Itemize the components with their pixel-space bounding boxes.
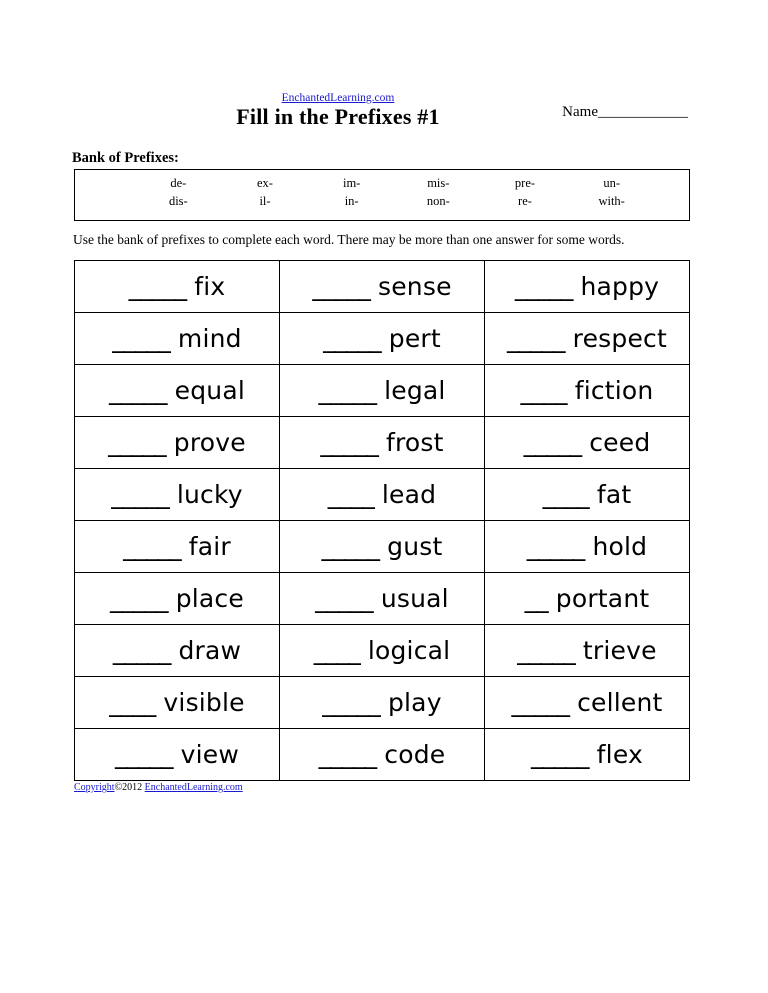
word-cell[interactable]: [485, 469, 690, 521]
prefix-item: il-: [259, 194, 271, 208]
word-stem: trieve: [582, 635, 657, 665]
word-stem: prove: [173, 427, 246, 457]
copyright-year: ©2012: [114, 782, 145, 793]
word-cell[interactable]: [280, 469, 485, 521]
word-cell[interactable]: [280, 313, 485, 365]
footer: [74, 782, 243, 793]
table-row: [75, 469, 690, 521]
prefix-item: dis-: [168, 194, 188, 208]
prefix-item: mis-: [427, 176, 450, 190]
answer-blank[interactable]: _____: [323, 323, 381, 353]
answer-blank[interactable]: _____: [318, 739, 377, 769]
answer-blank[interactable]: _____: [110, 583, 168, 613]
word-cell[interactable]: [280, 677, 485, 729]
prefix-item: de-: [170, 176, 187, 190]
word-stem: equal: [174, 375, 246, 405]
answer-blank[interactable]: _____: [526, 531, 585, 561]
word-cell[interactable]: [75, 677, 280, 729]
word-cell[interactable]: [75, 469, 280, 521]
word-stem: visible: [163, 687, 245, 717]
copyright-link[interactable]: Copyright: [74, 782, 115, 793]
word-stem: hold: [592, 531, 648, 561]
word-stem: fix: [194, 271, 226, 301]
word-stem: respect: [572, 323, 667, 353]
word-stem: lucky: [176, 479, 243, 509]
table-row: [75, 573, 690, 625]
worksheet-header: [72, 82, 696, 138]
word-stem: fiction: [574, 375, 654, 405]
answer-blank[interactable]: _____: [108, 375, 167, 405]
word-stem: play: [387, 687, 442, 717]
word-cell[interactable]: [485, 677, 690, 729]
word-cell[interactable]: [485, 365, 690, 417]
word-cell[interactable]: [280, 625, 485, 677]
footer-site-link[interactable]: EnchantedLearning.com: [144, 782, 243, 793]
word-cell[interactable]: [485, 521, 690, 573]
word-stem: logical: [367, 635, 451, 665]
word-stem: code: [384, 739, 446, 769]
word-stem: fat: [596, 479, 632, 509]
word-cell[interactable]: [485, 417, 690, 469]
answer-blank[interactable]: _____: [531, 739, 589, 769]
table-row: [75, 625, 690, 677]
word-cell[interactable]: [75, 521, 280, 573]
enchantedlearning-link[interactable]: EnchantedLearning.com: [281, 92, 395, 104]
word-cell[interactable]: [485, 261, 690, 313]
word-cell[interactable]: [485, 313, 690, 365]
word-cell[interactable]: [485, 573, 690, 625]
answer-blank[interactable]: _____: [320, 427, 378, 457]
table-row: [75, 729, 690, 781]
table-row: [75, 677, 690, 729]
word-stem: place: [175, 583, 244, 613]
answer-blank[interactable]: _____: [318, 375, 376, 405]
word-cell[interactable]: [485, 625, 690, 677]
answer-blank[interactable]: ____: [313, 635, 360, 665]
word-cell[interactable]: [75, 729, 280, 781]
word-cell[interactable]: [75, 313, 280, 365]
prefix-item: non-: [426, 194, 450, 208]
word-stem: sense: [378, 271, 452, 301]
answer-blank[interactable]: ____: [520, 375, 567, 405]
word-cell[interactable]: [280, 365, 485, 417]
prefix-item: un-: [603, 176, 620, 190]
word-cell[interactable]: [485, 729, 690, 781]
word-cell[interactable]: [75, 417, 280, 469]
word-stem: gust: [387, 531, 443, 561]
answer-blank[interactable]: _____: [114, 739, 173, 769]
prefix-bank-box: [74, 169, 690, 221]
word-stem: usual: [380, 583, 449, 613]
word-table: [74, 260, 690, 781]
word-cell[interactable]: [280, 729, 485, 781]
word-stem: lead: [381, 479, 437, 509]
answer-blank[interactable]: _____: [108, 427, 166, 457]
table-row: [75, 521, 690, 573]
word-stem: legal: [384, 375, 446, 405]
answer-blank[interactable]: _____: [315, 583, 373, 613]
answer-blank[interactable]: _____: [322, 687, 380, 717]
prefix-item: ex-: [257, 176, 273, 190]
answer-blank[interactable]: _____: [507, 323, 565, 353]
word-stem: view: [180, 739, 240, 769]
answer-blank[interactable]: _____: [123, 531, 181, 561]
word-cell[interactable]: [280, 573, 485, 625]
answer-blank[interactable]: _____: [523, 427, 582, 457]
answer-blank[interactable]: _____: [517, 635, 575, 665]
page-title: Fill in the Prefixes #1: [236, 104, 440, 129]
word-stem: cellent: [577, 687, 663, 717]
word-stem: draw: [178, 635, 242, 665]
answer-blank[interactable]: ____: [109, 687, 156, 717]
word-stem: mind: [177, 323, 242, 353]
word-cell[interactable]: [280, 261, 485, 313]
prefix-bank-grid: [135, 176, 655, 209]
answer-blank[interactable]: ____: [327, 479, 374, 509]
word-stem: happy: [580, 271, 660, 301]
word-cell[interactable]: [75, 365, 280, 417]
prefix-item: with-: [598, 194, 625, 208]
word-stem: ceed: [589, 427, 651, 457]
answer-blank[interactable]: _____: [111, 479, 169, 509]
prefix-item: im-: [342, 176, 361, 190]
word-stem: flex: [596, 739, 643, 769]
word-cell[interactable]: [75, 573, 280, 625]
answer-blank[interactable]: __: [524, 583, 548, 613]
word-cell[interactable]: [75, 625, 280, 677]
bank-of-prefixes-label: Bank of Prefixes:: [72, 150, 179, 166]
answer-blank[interactable]: _____: [112, 323, 170, 353]
name-field[interactable]: Name____________: [562, 104, 688, 120]
answer-blank[interactable]: ____: [542, 479, 589, 509]
answer-blank[interactable]: _____: [514, 271, 573, 301]
prefix-item: pre-: [514, 176, 536, 190]
word-cell[interactable]: [280, 521, 485, 573]
table-row: [75, 261, 690, 313]
instructions-text: Use the bank of prefixes to complete each word. There may be more than one answer for some words.: [73, 232, 625, 247]
answer-blank[interactable]: _____: [128, 271, 187, 301]
word-stem: fair: [188, 531, 231, 561]
answer-blank[interactable]: _____: [112, 635, 171, 665]
table-row: [75, 313, 690, 365]
prefix-item: in-: [344, 194, 359, 208]
word-stem: pert: [388, 323, 441, 353]
answer-blank[interactable]: _____: [312, 271, 370, 301]
word-stem: frost: [386, 427, 444, 457]
answer-blank[interactable]: _____: [321, 531, 379, 561]
table-row: [75, 365, 690, 417]
worksheet-content: [72, 82, 696, 793]
answer-blank[interactable]: _____: [511, 687, 569, 717]
word-cell[interactable]: [280, 417, 485, 469]
table-row: [75, 417, 690, 469]
word-stem: portant: [555, 583, 650, 613]
prefix-item: re-: [518, 194, 532, 208]
word-cell[interactable]: [75, 261, 280, 313]
